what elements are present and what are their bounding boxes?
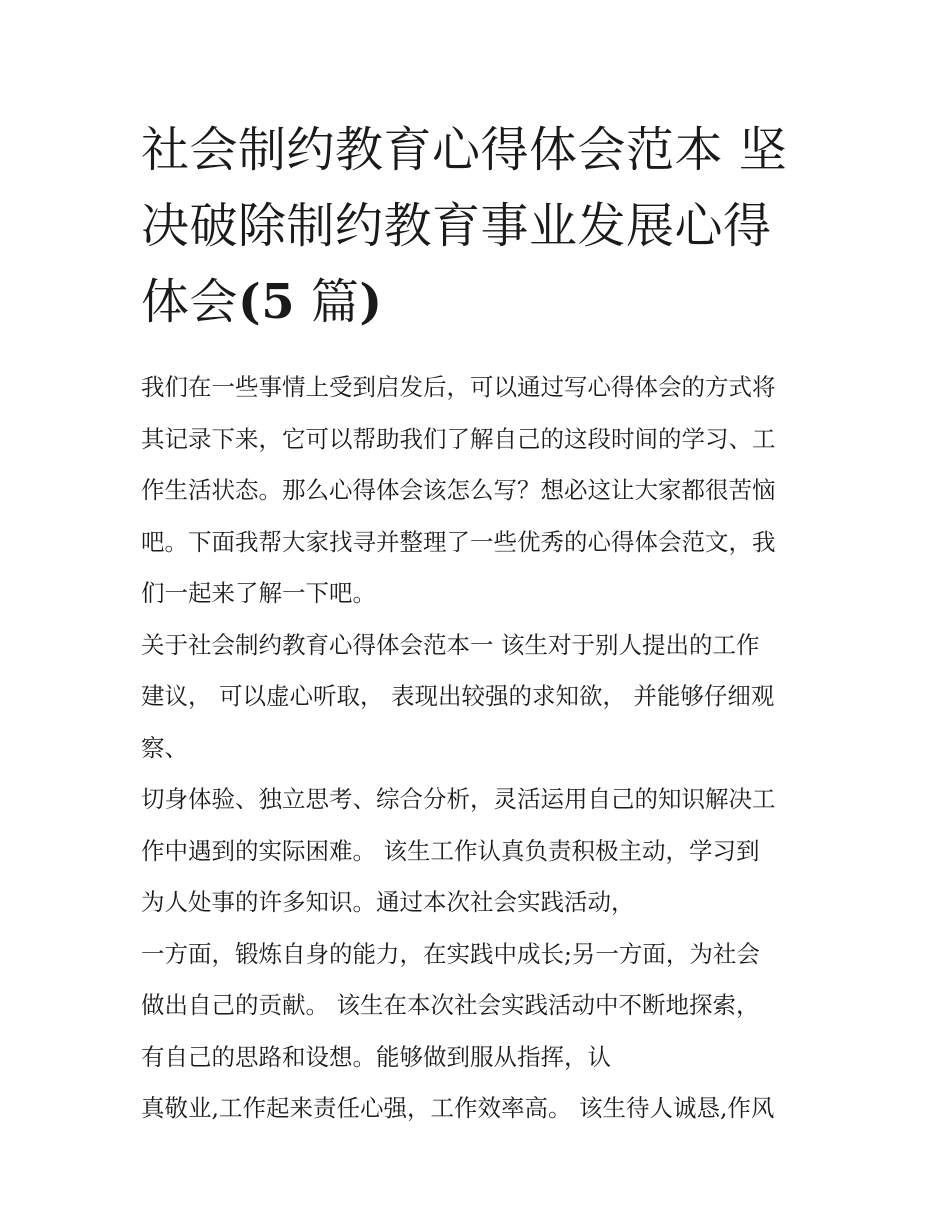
body-line: 一方面，锻炼自身的能力，在实践中成长;另一方面，为社会 bbox=[141, 939, 760, 968]
body-line: 关于社会制约教育心得体会范本一 该生对于别人提出的工作 bbox=[141, 630, 760, 659]
title-line: 决破除制约教育事业发展心得 bbox=[141, 198, 772, 254]
body-line: 切身体验、独立思考、综合分析，灵活运用自己的知识解决工 bbox=[141, 785, 776, 813]
body-line: 做出自己的贡献。 该生在本次社会实践活动中不断地探索， bbox=[141, 991, 760, 1019]
document-content bbox=[141, 112, 816, 1135]
document-body bbox=[141, 362, 816, 1135]
body-line: 作生活状态。那么心得体会该怎么写？想必这让大家都很苦恼 bbox=[141, 476, 776, 504]
document-title bbox=[141, 112, 816, 340]
body-line: 吧。下面我帮大家找寻并整理了一些优秀的心得体会范文，我 bbox=[141, 527, 776, 556]
body-line: 建议， 可以虚心听取， 表现出较强的求知欲， 并能够仔细观 bbox=[141, 682, 775, 710]
body-line: 们一起来了解一下吧。 bbox=[141, 579, 376, 607]
body-line: 为人处事的许多知识。通过本次社会实践活动， bbox=[141, 888, 635, 916]
body-line: 真敬业,工作起来责任心强，工作效率高。 该生待人诚恳,作风 bbox=[141, 1094, 775, 1122]
body-line: 作中遇到的实际困难。 该生工作认真负责积极主动，学习到 bbox=[141, 836, 760, 865]
body-line: 察、 bbox=[141, 733, 188, 762]
title-line: 体会(5 篇) bbox=[141, 274, 383, 330]
title-line: 社会制约教育心得体会范本 坚 bbox=[141, 122, 788, 178]
body-line: 其记录下来，它可以帮助我们了解自己的这段时间的学习、工 bbox=[141, 424, 776, 453]
body-line: 有自己的思路和设想。能够做到服从指挥，认 bbox=[141, 1042, 611, 1071]
body-line: 我们在一些事情上受到启发后，可以通过写心得体会的方式将 bbox=[141, 373, 776, 401]
